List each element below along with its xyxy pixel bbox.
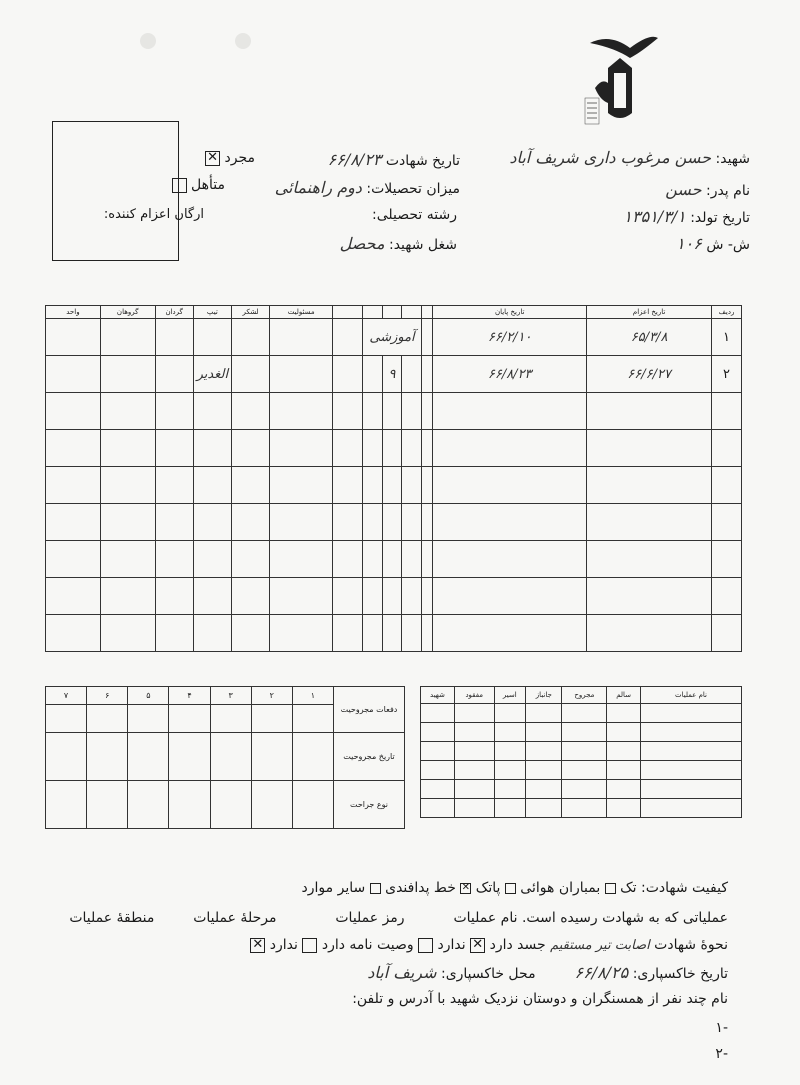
table-row (421, 761, 742, 780)
single-checkbox[interactable]: ✕ (205, 151, 220, 166)
brigade-cell: الغدیر (193, 356, 231, 393)
father-row (665, 180, 750, 199)
manner-value: اصابت تیر مستقیم (550, 938, 650, 953)
burial-place-value: شریف آباد (367, 963, 437, 982)
table-row (421, 780, 742, 799)
col-header: تاریخ اعزام (587, 306, 712, 319)
education-value: دوم راهنمائی (274, 178, 362, 197)
operations-table (420, 686, 742, 818)
martyr-label: شهید: (715, 151, 750, 167)
col-header: لشکر (231, 306, 269, 319)
id-row (676, 234, 750, 253)
no-label: ندارد (437, 937, 466, 953)
col-header: سالم (607, 687, 641, 704)
dispatcher-row (104, 207, 204, 222)
table-row (421, 704, 742, 723)
table-row (46, 430, 742, 467)
punch-hole (140, 33, 156, 49)
col-header: واحد (46, 306, 101, 319)
table-row (46, 504, 742, 541)
col-header: اسیر (494, 687, 526, 704)
contact-item-1: -۱ (715, 1020, 728, 1036)
no-will-checkbox[interactable]: ✕ (250, 938, 265, 953)
start-date: ۶۵/۳/۸ (587, 319, 712, 356)
birth-row (623, 207, 750, 226)
injury-type-row (46, 781, 405, 829)
col-header (363, 306, 383, 319)
checkbox[interactable]: ✕ (461, 881, 471, 893)
death-date-value: ۶۶/۸/۲۳ (327, 150, 382, 169)
married-label: متأهل (191, 177, 225, 193)
ops-stage: مرحلهٔ عملیات (193, 910, 277, 926)
id-value: ۱۰۶ (676, 234, 702, 253)
col-header: مسئولیت (270, 306, 333, 319)
checkbox[interactable] (505, 883, 516, 894)
quality-option: بمباران هوائی (520, 880, 601, 896)
col-header: جانباز (526, 687, 562, 704)
job-row (340, 234, 457, 253)
col-number: ۳ (210, 687, 251, 705)
ops-row (69, 910, 728, 926)
col-number: ۵ (128, 687, 169, 705)
row-number: ۱ (712, 319, 742, 356)
col-header: گردان (155, 306, 193, 319)
burial-place-label: محل خاکسپاری: (440, 966, 536, 982)
col-header: شهید (421, 687, 455, 704)
col-number: ۲ (251, 687, 292, 705)
nowill-label: ندارد (269, 937, 298, 953)
row-label: دفعات مجروحیت (334, 687, 405, 733)
education-row (275, 178, 460, 197)
photo-box (52, 121, 179, 261)
col-number: ۴ (169, 687, 210, 705)
table-row (46, 356, 742, 393)
birth-value: ۱۳۵۱/۳/۱ (623, 207, 686, 226)
col-header: تاریخ پایان (433, 306, 587, 319)
table-row (46, 615, 742, 652)
martyr-value: حسن مرغوب داری شریف آباد (509, 148, 712, 167)
table-row (46, 578, 742, 615)
injury-table (45, 686, 405, 829)
row-number: ۲ (712, 356, 742, 393)
quality-row (302, 880, 728, 896)
start-date: ۶۶/۶/۲۷ (587, 356, 712, 393)
burial-date-value: ۶۶/۸/۲۵ (574, 963, 629, 982)
field-row (372, 207, 457, 223)
col-header: مجروح (562, 687, 607, 704)
col-header (333, 306, 363, 319)
table-row (46, 393, 742, 430)
body-checkbox[interactable]: ✕ (470, 938, 485, 953)
father-value: حسن (665, 180, 702, 199)
death-date-row (328, 150, 460, 169)
table-row (421, 742, 742, 761)
table-row (46, 467, 742, 504)
table-row (46, 319, 742, 356)
end-date: ۶۶/۲/۱۰ (433, 319, 587, 356)
quality-option: خط پدافندی (385, 880, 456, 896)
married-checkbox[interactable] (172, 178, 187, 193)
emblem-logo (580, 28, 660, 128)
col-header (382, 306, 402, 319)
quality-option: سایر موارد (301, 880, 366, 896)
burial-date-label: تاریخ خاکسپاری: (632, 966, 728, 982)
single-label: مجرد (224, 150, 255, 166)
injury-number-row (46, 687, 405, 705)
ops-code: رمز عملیات (335, 910, 405, 926)
manner-row (250, 937, 728, 953)
note-cell: ۹ (382, 356, 402, 393)
field-label: رشته تحصیلی: (372, 207, 457, 223)
burial-row (367, 963, 728, 982)
contact-item-2: -۲ (715, 1046, 728, 1062)
deployment-table (45, 305, 742, 652)
col-header: مفقود (454, 687, 494, 704)
dispatcher-label: ارگان اعزام کننده: (103, 207, 204, 222)
id-label: ش- ش (706, 237, 750, 253)
will-label: وصیت نامه دارد (321, 937, 414, 953)
job-value: محصل (339, 234, 385, 253)
col-number: ۷ (46, 687, 87, 705)
col-header: نام عملیات (641, 687, 742, 704)
will-checkbox[interactable] (302, 938, 317, 953)
injury-date-row (46, 733, 405, 781)
checkbox[interactable] (370, 883, 381, 894)
table-row (421, 799, 742, 818)
row-label: نوع جراحت (334, 781, 405, 829)
checkbox[interactable] (605, 883, 616, 894)
no-body-checkbox[interactable] (418, 938, 433, 953)
ops-area: منطقهٔ عملیات (69, 910, 155, 926)
quality-label: کیفیت شهادت: تک (620, 880, 728, 896)
table-row (421, 723, 742, 742)
table-row (46, 541, 742, 578)
death-date-label: تاریخ شهادت (385, 153, 460, 169)
contacts-label: نام چند نفر از همسنگران و دوستان نزدیک شهید با آدرس و تلفن: (352, 991, 728, 1007)
father-label: نام پدر: (705, 183, 750, 199)
col-header (421, 306, 432, 319)
birth-label: تاریخ تولد: (690, 210, 750, 226)
col-header: ردیف (712, 306, 742, 319)
deployment-header-row (46, 306, 742, 319)
ops-line: عملیاتی که به شهادت رسیده است. نام عملیات (453, 910, 728, 926)
col-header (402, 306, 422, 319)
end-date: ۶۶/۸/۲۳ (433, 356, 587, 393)
col-header: گروهان (100, 306, 155, 319)
note-cell: آموزشی (363, 319, 422, 356)
single-row (205, 150, 255, 166)
brigade-cell (193, 319, 231, 356)
punch-hole (235, 33, 251, 49)
operations-header-row (421, 687, 742, 704)
married-row (172, 177, 225, 193)
martyr-row (509, 148, 750, 167)
row-label: تاریخ مجروحیت (334, 733, 405, 781)
manner-label: نحوهٔ شهادت (654, 937, 728, 953)
quality-option: پاتک (475, 880, 501, 896)
col-header: تیپ (193, 306, 231, 319)
col-number: ۶ (87, 687, 128, 705)
body-label: جسد دارد (489, 937, 546, 953)
col-number: ۱ (292, 687, 333, 705)
education-label: میزان تحصیلات: (366, 181, 460, 197)
job-label: شغل شهید: (388, 237, 457, 253)
